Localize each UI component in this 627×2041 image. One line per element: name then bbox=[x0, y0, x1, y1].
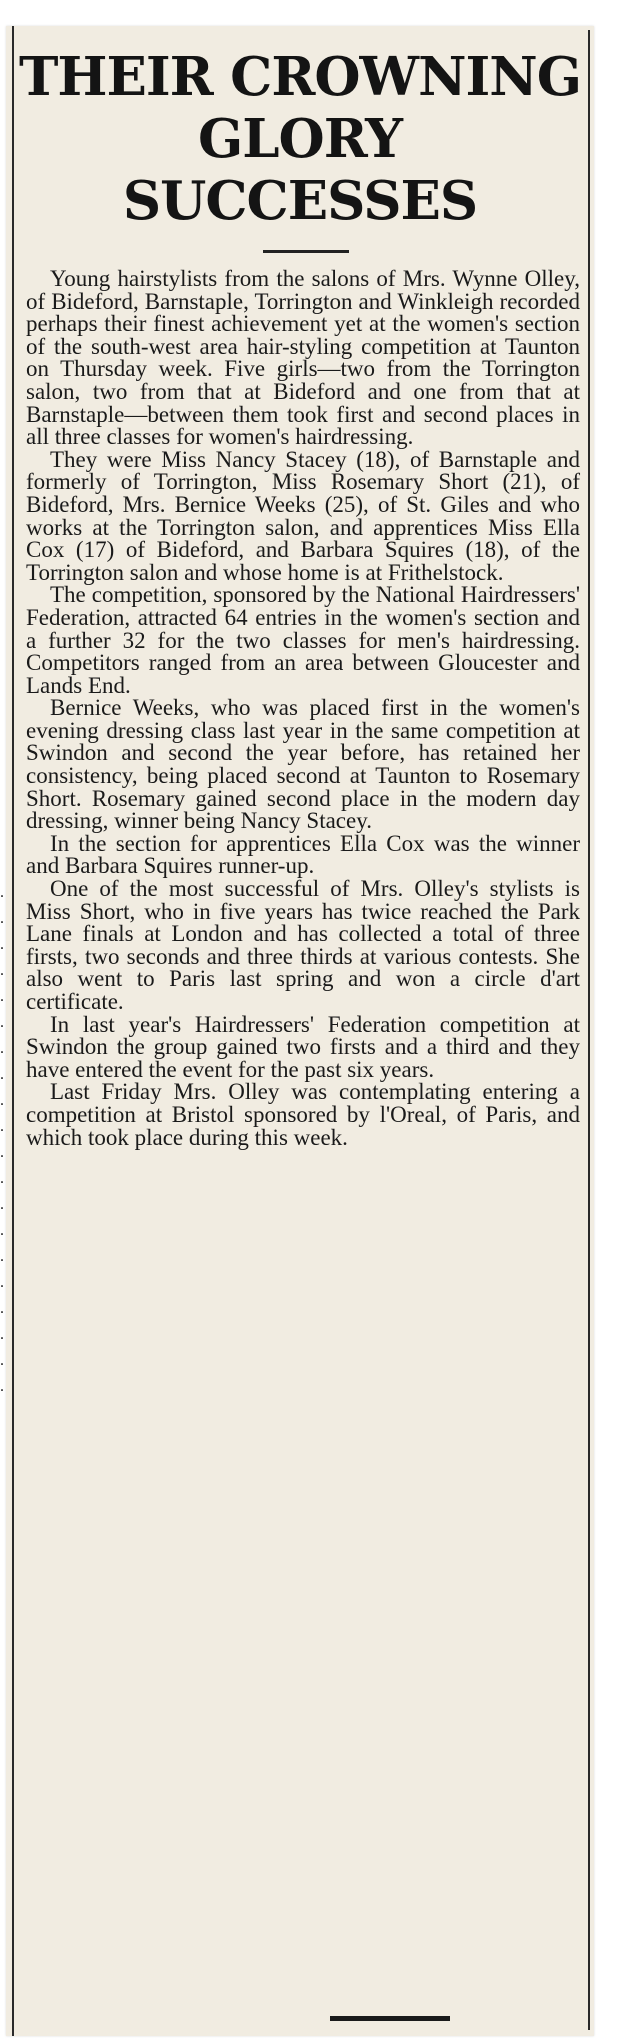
paragraph-3: The competition, sponsored by the National Hairdressers' Federation, attracted 64 entries in the women's section and a further 32 for the two classes for men's hairdressing. Competitors ranged from an area between Gloucester and Lands End. bbox=[26, 582, 580, 698]
paragraph-6: One of the most successful of Mrs. Olley's stylists is Miss Short, who in five years has twice reached the Park Lane finals at London and has collected a total of three firsts, two seconds and three thirds at various contests. She also went to Paris last spring and won a circle d'art certificate. bbox=[26, 876, 580, 1014]
headline-line-2: GLORY bbox=[198, 108, 402, 170]
paragraph-7: In last year's Hairdressers' Federation competition at Swindon the group gained two firsts and a third and they have entered the event for the past six years. bbox=[26, 1011, 580, 1082]
headline-rule bbox=[263, 250, 349, 253]
paragraph-4: Bernice Weeks, who was placed first in the women's evening dressing class last year in the same competition at Swindon and second the year before, has retained her consistency, being placed second at Taunton to Rosemary Short. Rosemary gained second place in the modern day dressing, winner being Nancy Stacey. bbox=[26, 695, 580, 834]
paragraph-5: In the section for apprentices Ella Cox was the winner and Barbara Squires runner-up. bbox=[26, 830, 580, 879]
article-body bbox=[26, 268, 580, 1149]
headline-line-1: THEIR CROWNING bbox=[18, 46, 582, 108]
right-column-rule bbox=[588, 30, 590, 2030]
paragraph-2: They were Miss Nancy Stacey (18), of Barnstaple and formerly of Torrington, Miss Rosemary Short (21), of Bideford, Mrs. Bernice Weeks (25), of St. Giles and who works at the Torrington salon, and apprentices Miss Ella Cox (17) of Bideford, and Barbara Squires (18), of the Torrington salon and whose home is at Frithelstock. bbox=[26, 446, 580, 585]
headline bbox=[18, 46, 582, 232]
headline-line-3: SUCCESSES bbox=[122, 170, 478, 232]
end-rule bbox=[330, 2016, 450, 2021]
paragraph-1: Young hairstylists from the salons of Mrs. Wynne Olley, of Bideford, Barnstaple, Torrington and Winkleigh recorded perhaps their finest achievement yet at the women's section of the south-west area hair-styling competition at Taunton on Thursday week. Five girls—two from the Torrington salon, two from that at Bideford and one from that at Barnstaple—between them took first and second places in all three classes for women's hairdressing. bbox=[26, 266, 580, 450]
adjacent-column-fragments: . . . . . . . . . . . . . . . . . . . . bbox=[0, 884, 4, 1395]
paragraph-8: Last Friday Mrs. Olley was contemplating entering a competition at Bristol sponsored by l'Oreal, of Paris, and which took place during this week. bbox=[26, 1079, 580, 1150]
